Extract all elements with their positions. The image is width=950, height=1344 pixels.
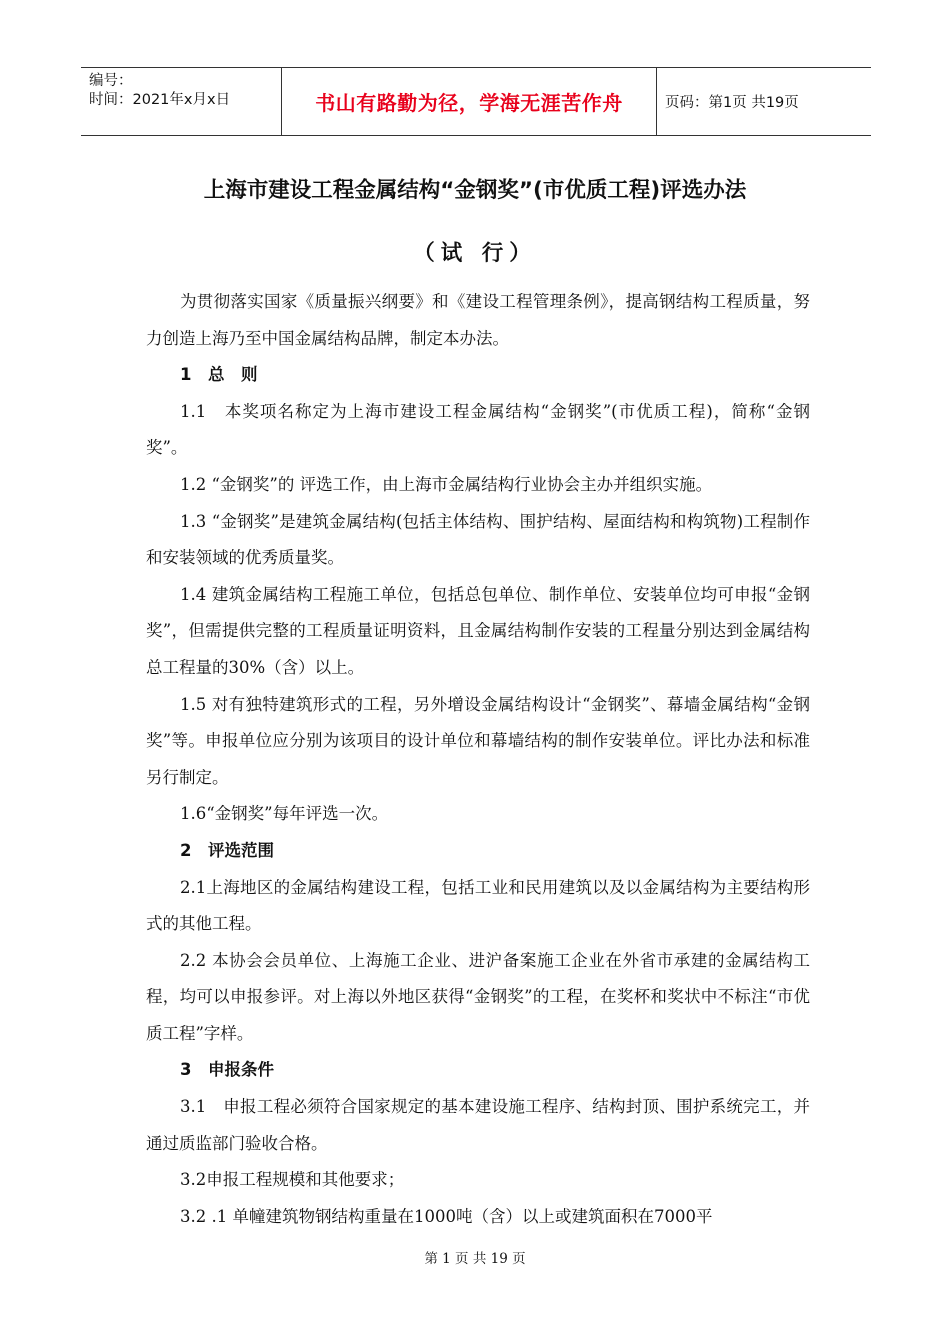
- paragraph: 3.2 .1 单幢建筑物钢结构重量在1000吨（含）以上或建筑面积在7000平: [180, 1206, 713, 1226]
- header-page-info: 页码：第1页 共19页: [665, 95, 799, 111]
- section-heading: 1 总 则: [180, 365, 258, 385]
- paragraph: 1.6“金钢奖”每年评选一次。: [180, 804, 389, 824]
- document-subtitle: （试 行）: [413, 241, 537, 266]
- header-meta-cell: [81, 68, 282, 135]
- paragraph: 3.2申报工程规模和其他要求；: [180, 1170, 405, 1190]
- paragraph: 2.2 本协会会员单位、上海施工企业、进沪备案施工企业在外省市承建的金属结构工程，均可以申报参评。对上海以外地区获得“金钢奖”的工程，在奖杯和奖状中不标注“市优质工程”字样。: [146, 950, 810, 1043]
- page-footer: 第 1 页 共 19 页: [424, 1251, 526, 1267]
- section-heading: 2 评选范围: [180, 840, 274, 860]
- number-label: 编号：: [89, 73, 133, 89]
- paragraph: 3.1 申报工程必须符合国家规定的基本建设施工程序、结构封顶、围护系统完工，并通过质监部门验收合格。: [146, 1097, 810, 1153]
- paragraph: 1.3 “金钢奖”是建筑金属结构(包括主体结构、围护结构、屋面结构和构筑物)工程制作和安装领域的优秀质量奖。: [146, 511, 810, 568]
- paragraph: 1.4 建筑金属结构工程施工单位，包括总包单位、制作单位、安装单位均可申报“金钢奖”，但需提供完整的工程质量证明资料，且金属结构制作安装的工程量分别达到金属结构总工程量的30%（含）以上。: [146, 584, 810, 677]
- paragraph: 1.1 本奖项名称定为上海市建设工程金属结构“金钢奖”(市优质工程)，简称“金钢奖”。: [146, 401, 810, 458]
- paragraph: 2.1上海地区的金属结构建设工程，包括工业和民用建筑以及以金属结构为主要结构形式的其他工程。: [146, 877, 810, 934]
- document-title: 上海市建设工程金属结构“金钢奖”(市优质工程)评选办法: [203, 178, 747, 203]
- paragraph: 1.2 “金钢奖”的 评选工作，由上海市金属结构行业协会主办并组织实施。: [180, 474, 713, 494]
- section-heading: 3 申报条件: [180, 1060, 274, 1080]
- header-motto: 书山有路勤为径，学海无涯苦作舟: [282, 68, 657, 135]
- time-label: 时间：2021年x月x日: [89, 92, 231, 108]
- document-body: [146, 284, 810, 1235]
- document-header-table: [81, 67, 871, 136]
- paragraph: 为贯彻落实国家《质量振兴纲要》和《建设工程管理条例》，提高钢结构工程质量，努力创造上海乃至中国金属结构品牌，制定本办法。: [146, 292, 810, 348]
- paragraph: 1.5 对有独特建筑形式的工程，另外增设金属结构设计“金钢奖”、幕墙金属结构“金钢奖”等。申报单位应分别为该项目的设计单位和幕墙结构的制作安装单位。评比办法和标准另行制定。: [146, 694, 810, 787]
